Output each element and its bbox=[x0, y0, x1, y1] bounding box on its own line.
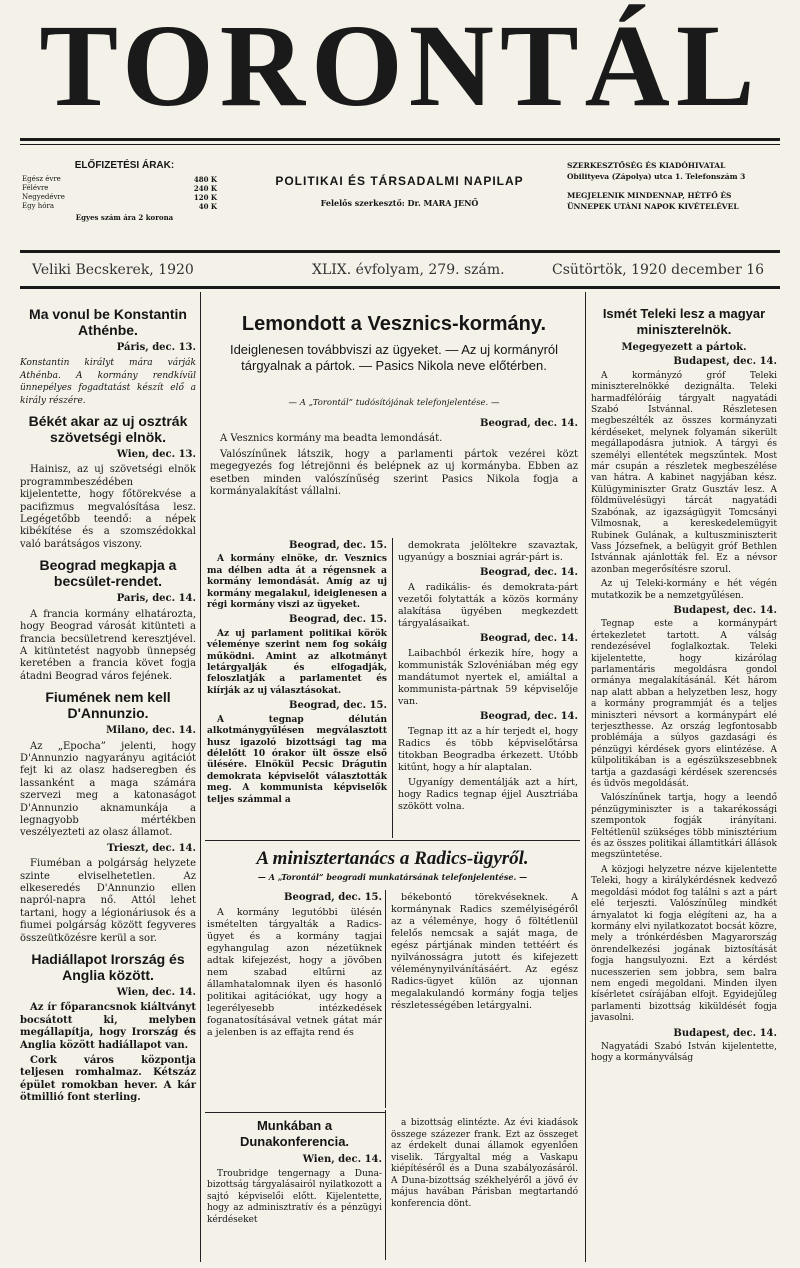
office-info bbox=[567, 160, 778, 212]
article-body: A kormány legutóbbi ülésén ismételten tárgyalták a Radics-ügyet és a kormány tagjai egyhangulag azon nézetüknek adtak kifejezést, hogy a jövőben nem szabad eltűrni az államhatalomnak ilyen és hasonló politikai agitációkat, ugy hogy a legerélyesebb intézkedések foganatosításával vetnek gátat már a jelenben is az effajta rend és bbox=[207, 907, 382, 1038]
article-headline: Ma vonul be Konstantin Athénbe. bbox=[29, 306, 187, 338]
article-body: A tegnap délután alkotmánygyűlésen megválasztott husz igazoló bizottsági tag ma délelőtt 10 órakor ült össze első ülésére. Elnökül Pecsic Drágutin demokrata képviselőt választották meg. A kommunista képviselők teljes számmal a bbox=[207, 714, 387, 805]
dateline-rule bbox=[20, 286, 780, 289]
article-body: A kormány elnöke, dr. Vesznics ma délben adta át a régensnek a kormány lemondását. Amíg az uj kormány megalakul, ideiglenesen a régi kormány viszi az ügyeket. bbox=[207, 554, 387, 611]
radics-col-2 bbox=[391, 892, 578, 1015]
article-dateline: Budapest, dec. 14. bbox=[673, 604, 777, 616]
section-rule bbox=[205, 840, 580, 841]
article-body: Fiuméban a polgárság helyzete szinte elviselhetetlen. Az elkeseredés D'Annunzio ellen napról-napra nő. Attól lehet tartani, hogy a légionáriusok és a fiumei polgárság között fegyveres összeütközésre kerül a sor. bbox=[20, 858, 196, 944]
article-body: Hainisz, az uj szövetségi elnök programmbeszédében kijelentette, hogy főtörekvése a pacifizmus megvalósítása lesz. Legégetőbb teendő: a népek kibékítése és a szomszédokkal való barátságos viszony. bbox=[20, 464, 196, 550]
main-intro bbox=[210, 418, 578, 501]
column-rule bbox=[385, 890, 386, 1108]
article-dateline: Milano, dec. 14. bbox=[106, 725, 196, 737]
main-col-2 bbox=[398, 540, 578, 816]
article-body: Az „Epocha” jelenti, hogy D'Annunzio nagyarányu agitációt fejt ki az olasz hadseregben és lassanként a maga számára szervezi meg a katonaságot D'Annunzio aknamunkája a legnagyobb mértékben veszélyezteti az olasz államot. bbox=[20, 740, 196, 839]
article-body: Az uj Teleki-kormány e hét végén mutatkozik be a nemzetgyűlésen. bbox=[591, 579, 777, 601]
duna-col-2 bbox=[391, 1118, 578, 1213]
info-rule bbox=[20, 250, 780, 253]
article-dateline: Wien, dec. 13. bbox=[116, 449, 196, 461]
article-body: Nagyatádi Szabó István kijelentette, hogy a kormányválság bbox=[591, 1041, 777, 1064]
article-dateline: Beograd, dec. 14. bbox=[480, 633, 578, 644]
dateline bbox=[22, 262, 778, 282]
column-rule bbox=[392, 538, 393, 838]
newspaper-info bbox=[237, 174, 562, 208]
main-credit: — A „Torontál” tudósítójának telefonjelentése. — bbox=[288, 398, 500, 408]
left-column bbox=[20, 300, 196, 1108]
subscription-prices bbox=[22, 160, 227, 222]
column-rule bbox=[200, 292, 201, 1262]
article-body: Troubridge tengernagy a Duna-bizottság tárgyalásairól nyilatkozott a sajtó képviselői előtt. Kijelentette, hogy az adminisztratív és a pénzügyi kérdéseket bbox=[207, 1168, 382, 1225]
article-dateline: Wien, dec. 14. bbox=[302, 1154, 382, 1165]
prices-heading: ELŐFIZETÉSI ÁRAK: bbox=[74, 160, 175, 171]
radics-col-1 bbox=[207, 892, 382, 1042]
article-body: Valószínűnek látszik, hogy a parlamenti pártok vezérei közt megegyezés fog létrejönni és belépnek az uj kormányba. Ebben az esetben minden valószínűség szerint Pasics Nikola fogja a kormányalakítást vállalni. bbox=[210, 448, 578, 498]
price-row: Negyedévre 120 K bbox=[22, 193, 217, 202]
article-headline: Békét akar az uj osztrák szövetségi elnök. bbox=[28, 413, 188, 446]
article-body: Konstantin királyt mára várják Athénba. A kormány rendkívül ünnepélyes fogadtatást készít elő a király részére. bbox=[20, 358, 196, 406]
price-row: Félévre 240 K bbox=[22, 184, 217, 193]
article-body: A kormányzó gróf Teleki miniszterelnökké dezignálta. Teleki harmadfélóráig tárgyalt nagyatádi Szabó Istvánnal. Részletesen megbeszélték az összes kormányzati kérdéseket, melynek folyamán sikerült megállapodásra jutniok. A tárgyi és személyi ellentétek megszűntek. Most már csupán a részletek megbeszélése van hátra. A kabinet nagyjában kész. Külügyminiszter Gratz Gusztáv lesz. A földmüvelésügyi tárcát nagyatádi Szabónak, az igazságügyit Tomcsányi Vilmosnak, a kereskedelemügyit Rubinek Gulának, a kultuszminiszterit Vass Józsefnek, a belügyit gróf Bethlen Istvánnak ajánlották fel. Ez a névsor azonban megerősítésre szorul. bbox=[591, 370, 777, 575]
article-headline: Hadiállapot Irország és Anglia között. bbox=[31, 951, 185, 984]
article-dateline: Beograd, dec. 14. bbox=[480, 711, 578, 722]
duna-col-1 bbox=[207, 1118, 382, 1229]
article-dateline: Páris, dec. 13. bbox=[116, 342, 196, 353]
article-headline: Ismét Teleki lesz a magyar miniszterelnök. bbox=[602, 306, 766, 337]
article-dateline: Trieszt, dec. 14. bbox=[107, 842, 196, 854]
article-dateline: Beograd, dec. 15. bbox=[289, 614, 387, 626]
article-body: békebontó törekvéseknek. A kormánynak Radics személyiségéről az a véleménye, hogy ő föltétlenül felelős nemcsak a saját maga, de egész pártjának minden tettéért és nyilvánosságra jutott és kifejezett véleménynyilvánításáért. Az egész Radics-ügyet külön az ujonnan megalakulandó kormány fogja teljes részletességében letárgyalni. bbox=[391, 892, 578, 1011]
article-body: Tegnap itt az a hír terjedt el, hogy Radics és több képviselőtársa titokban Beogradba érkezett. Utóbb kitűnt, hogy a hír alaptalan. bbox=[398, 726, 578, 773]
main-headline: Lemondott a Vesznics-kormány. bbox=[241, 313, 547, 335]
article-body: Az ír főparancsnok kiáltványt bocsátott ki, melyben megállapítja, hogy Irország és Anglia között hadiállapot van. bbox=[20, 1002, 196, 1051]
article-dateline: Beograd, dec. 15. bbox=[284, 892, 382, 903]
right-column bbox=[591, 300, 777, 1068]
column-rule bbox=[385, 1110, 386, 1260]
radics-headline: A minisztertanács a Radics-ügyről. bbox=[256, 848, 529, 869]
masthead-rule-thin bbox=[20, 144, 780, 145]
article-headline: Beograd megkapja a becsület-rendet. bbox=[39, 557, 177, 590]
main-subheadline: Ideiglenesen továbbviszi az ügyeket. — Az uj kormányról tárgyalnak a pártok. — Pasics Nikola neve előtérben. bbox=[229, 342, 559, 373]
column-rule bbox=[585, 292, 586, 1262]
article-headline: Munkában a Dunakonferencia. bbox=[239, 1118, 350, 1149]
section-rule bbox=[205, 1112, 385, 1113]
article-body: a bizottság elintézte. Az évi kiadások összege százezer frank. Ezt az összeget az érdekelt dunai államok egyenlően viselik. Tárgyaltal még a Vaskapu kiépítéséről és a Duna szabályozásáról. A Duna-bizottság székhelyéről a jövő év május havában Párisban megtartandó konferencia dönt. bbox=[391, 1118, 578, 1209]
dateline-volume: XLIX. évfolyam, 279. szám. bbox=[312, 262, 505, 278]
article-dateline: Beograd, dec. 14. bbox=[480, 567, 578, 578]
newspaper-type: POLITIKAI ÉS TÁRSADALMI NAPILAP bbox=[275, 174, 524, 188]
article-body: A radikális- és demokrata-párt vezetői folytatták a közös kormány alakítása ügyében megkezdett tárgyalásaikat. bbox=[398, 582, 578, 629]
article-dateline: Beograd, dec. 15. bbox=[289, 540, 387, 551]
radics-credit: — A „Torontál” beogradi munkatársának telefonjelentése. — bbox=[257, 872, 528, 882]
dateline-place: Veliki Becskerek, 1920 bbox=[32, 262, 194, 278]
article-body: demokrata jelöltekre szavaztak, ugyanúgy a boszniai agrár-párt is. bbox=[398, 540, 578, 563]
office-line: MEGJELENIK MINDENNAP, HÉTFŐ ÉS bbox=[567, 191, 732, 200]
prices-table bbox=[22, 175, 217, 211]
info-bar bbox=[22, 160, 778, 236]
price-row: Egy hóra 40 K bbox=[22, 202, 217, 211]
article-body: A francia kormány elhatározta, hogy Beograd városát kitünteti a francia becsületrend keresztjével. A kitüntetést nagyobb ünnepség keretében a francia követ fogja átadni Beograd város fejének. bbox=[20, 608, 196, 682]
office-line: ÜNNEPEK UTÁNI NAPOK KIVÉTELÉVEL bbox=[567, 202, 739, 211]
article-body: A közjogi helyzetre nézve kijelentette Teleki, hogy a királykérdésnek kedvező megoldási módot fog találni s azt a párt elé terjeszti. Valószínűleg mindkét árnyalatot ki fogja elégíteni az, ha a kormány elvi nyilatkozatot bocsát közre, mely a trónkérdésben Magyarország önrendelkezési jogának biztosítását fogja hangsulyozni. Ezt a kérdést nucesszerien sem jobbra, sem balra nem engedi megoldani. Minden ilyen kísérletet csírájában elfojt. Egyidejűleg parlamenti bizottság kiküldését fogja javasolni. bbox=[591, 864, 777, 1024]
article-dateline: Paris, dec. 14. bbox=[116, 593, 196, 605]
article-dateline: Budapest, dec. 14. bbox=[673, 356, 777, 368]
office-line: Obilityeva (Zápolya) utca 1. Telefonszám 3 bbox=[567, 172, 746, 181]
price-row: Egész évre 480 K bbox=[22, 175, 217, 184]
article-headline: Fiumének nem kell D'Annunzio. bbox=[45, 689, 171, 722]
article-dateline: Budapest, dec. 14. bbox=[673, 1027, 777, 1039]
single-copy-price: Egyes szám ára 2 korona bbox=[75, 213, 174, 222]
article-body: Laibachból érkezik híre, hogy a kommunisták Szlovéniában még egy mandátumot nyertek el, amiáltal a kommunista-pártnak 59 képviselője van. bbox=[398, 648, 578, 707]
article-body: Tegnap este a kormánypárt értekezletet tartott. A válság rendezésével foglalkoztak. Teleki kijelentette, hogy kizárólag parlamentáris megoldásra gondol ormánya megalakításánál. Két három nap alatt abban a helyzetben lesz, hogy a kormány programmját és a teljes miniszteri névsort a kormánypárt elé terjeszthesse. Az ország legfontosabb problémája a súlyos gazdasági és pénzügyi kérdések gyors elintézése. A külpolitikában is a egészükszesebbnek tartja a gazdasági kérdések szerencsés és üdvös megoldását. bbox=[591, 619, 777, 790]
article-body: Cork város központja teljesen romhalmaz. Kétszáz épület romokban hever. A kár ötmillió font sterling. bbox=[20, 1055, 196, 1104]
masthead-rule bbox=[20, 138, 780, 141]
newspaper-title: TORONTÁL bbox=[39, 0, 761, 131]
article-dateline: Beograd, dec. 14. bbox=[480, 418, 578, 429]
dateline-date: Csütörtök, 1920 december 16 bbox=[552, 262, 765, 278]
article-body: Ugyanígy dementálják azt a hírt, hogy Radics tegnap éjjel Ausztriába szökött volna. bbox=[398, 777, 578, 812]
article-body: Valószínűnek tartja, hogy a leendő pénzügyminiszter is a takarékossági szempontok fogják irányítani. Feltétlenül szükséges több minisztérium és az összes politikai államtitkári állások megszüntetése. bbox=[591, 793, 777, 861]
masthead bbox=[30, 0, 770, 131]
article-dateline: Beograd, dec. 15. bbox=[289, 700, 387, 712]
main-col-1 bbox=[207, 540, 387, 809]
article-body: Az uj parlament politikai körök véleménye szerint nem fog sokáig működni. Amint az alkotmányt letárgyalják és elfogadják, feloszlatják a parlamentet és kiírják az uj választásokat. bbox=[207, 628, 387, 696]
article-dateline: Wien, dec. 14. bbox=[116, 987, 196, 999]
article-subheadline: Megegyezett a pártok. bbox=[621, 342, 747, 353]
office-line: SZERKESZTŐSÉG ÉS KIADÓHIVATAL bbox=[567, 161, 726, 170]
editor-line: Felelős szerkesztő: Dr. MARA JENŐ bbox=[320, 198, 479, 208]
article-body: A Vesznics kormány ma beadta lemondását. bbox=[220, 433, 443, 445]
